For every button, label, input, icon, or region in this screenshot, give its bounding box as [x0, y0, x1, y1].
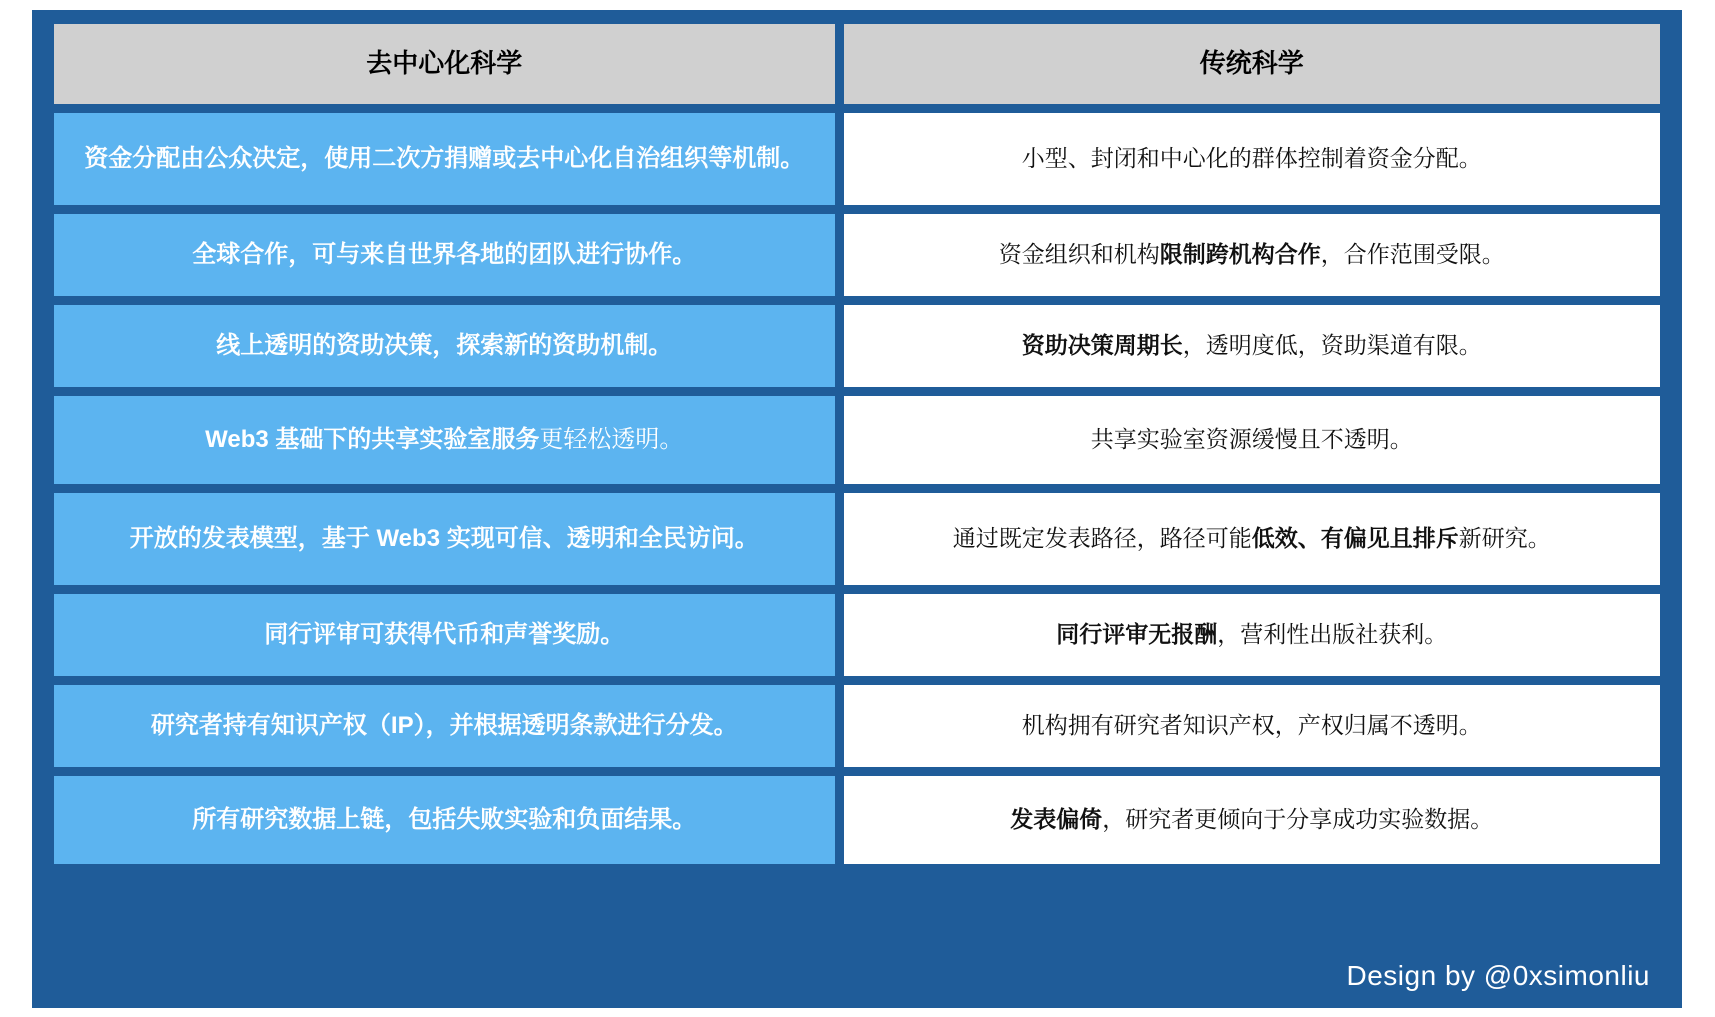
row-right-text	[999, 238, 1505, 271]
footer-credit-text: Design by @0xsimonliu	[1346, 960, 1650, 991]
row-left-cell	[54, 396, 835, 484]
row-right-text-bold: 同行评审无报酬	[1056, 621, 1218, 648]
table-row	[54, 396, 1660, 484]
row-left-text-main: 开放的发表模型，基于 Web3 实现可信、透明和全民访问。	[129, 524, 759, 552]
table-row	[54, 305, 1660, 387]
row-right-text-post: ，合作范围受限。	[1320, 241, 1505, 268]
row-right-cell	[844, 396, 1660, 484]
row-left-cell	[54, 594, 835, 676]
row-left-text-main: 全球合作，可与来自世界各地的团队进行协作。	[192, 240, 697, 268]
row-right-text-post: ，营利性出版社获利。	[1217, 621, 1448, 648]
table-row	[54, 493, 1660, 585]
row-right-text-bold: 限制跨机构合作	[1159, 241, 1321, 268]
row-right-cell	[844, 493, 1660, 585]
header-cell-decentralized-science	[54, 24, 835, 104]
table-row	[54, 685, 1660, 767]
row-right-text-pre: 小型、封闭和中心化的群体控制着资金分配。	[1021, 145, 1482, 172]
row-left-text	[84, 142, 804, 177]
row-left-text	[264, 618, 624, 653]
row-left-text-main: Web3 基础下的共享实验室服务	[205, 425, 540, 453]
row-left-text	[216, 329, 672, 364]
row-left-text-main: 同行评审可获得代币和声誉奖励。	[264, 620, 625, 648]
row-right-text-pre: 共享实验室资源缓慢且不透明。	[1090, 426, 1413, 453]
table-header-row	[54, 24, 1660, 104]
row-left-text-main: 所有研究数据上链，包括失败实验和负面结果。	[192, 805, 697, 833]
row-right-text-bold: 资助决策周期长	[1021, 332, 1183, 359]
header-label-left: 去中心化科学	[366, 48, 523, 79]
table-row	[54, 113, 1660, 205]
row-right-cell	[844, 305, 1660, 387]
table-row	[54, 776, 1660, 864]
row-left-cell	[54, 305, 835, 387]
row-left-cell	[54, 214, 835, 296]
row-left-text-main: 研究者持有知识产权（IP），并根据透明条款进行分发。	[150, 711, 738, 739]
row-left-text	[205, 423, 683, 458]
row-right-cell	[844, 214, 1660, 296]
row-right-text-post: 新研究。	[1458, 525, 1551, 552]
row-right-text-pre: 机构拥有研究者知识产权，产权归属不透明。	[1021, 712, 1482, 739]
row-right-text	[1091, 423, 1413, 456]
footer-credit	[54, 948, 1660, 1008]
row-left-cell	[54, 113, 835, 205]
row-right-text-pre: 通过既定发表路径，路径可能	[952, 525, 1252, 552]
row-left-text-main: 线上透明的资助决策，探索新的资助机制。	[216, 331, 673, 359]
row-right-text-pre: 资金组织和机构	[998, 241, 1160, 268]
row-left-cell	[54, 776, 835, 864]
row-left-text	[130, 522, 759, 557]
row-right-cell	[844, 776, 1660, 864]
row-right-text-bold: 发表偏倚	[1010, 806, 1103, 833]
row-right-cell	[844, 113, 1660, 205]
row-left-text	[151, 709, 738, 744]
row-right-cell	[844, 594, 1660, 676]
row-right-cell	[844, 685, 1660, 767]
row-left-cell	[54, 685, 835, 767]
row-right-text-post: ，研究者更倾向于分享成功实验数据。	[1102, 806, 1494, 833]
table-row	[54, 214, 1660, 296]
row-left-text-normal: 更轻松透明。	[539, 425, 684, 453]
row-right-text	[1010, 803, 1493, 836]
table-row	[54, 594, 1660, 676]
row-right-text	[1022, 709, 1482, 742]
row-right-text-post: ，透明度低，资助渠道有限。	[1182, 332, 1482, 359]
row-left-cell	[54, 493, 835, 585]
row-left-text	[192, 803, 696, 838]
row-right-text	[953, 522, 1551, 555]
row-right-text	[1056, 618, 1447, 651]
row-left-text	[192, 238, 696, 273]
row-left-text-main: 资金分配由公众决定，使用二次方捐赠或去中心化自治组织等机制。	[84, 144, 805, 172]
row-right-text	[1022, 142, 1482, 175]
comparison-board	[32, 10, 1682, 1008]
header-cell-traditional-science	[844, 24, 1660, 104]
header-label-right: 传统科学	[1199, 48, 1304, 79]
row-right-text-bold: 低效、有偏见且排斥	[1251, 525, 1459, 552]
row-right-text	[1022, 329, 1482, 362]
